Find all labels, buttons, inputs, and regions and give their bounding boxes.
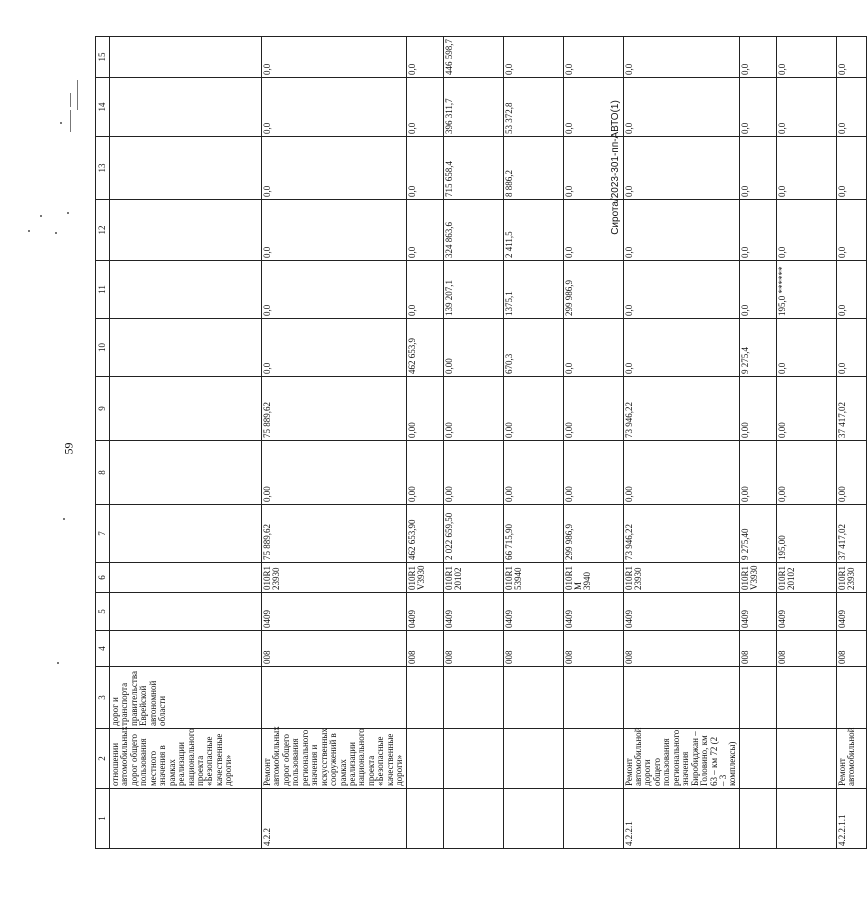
table-cell bbox=[563, 729, 623, 789]
header-cell: 15 bbox=[96, 37, 110, 78]
table-cell: 0,00 bbox=[739, 377, 776, 441]
table-cell: 0,00 bbox=[776, 377, 836, 441]
table-cell: 0,0 bbox=[563, 78, 623, 137]
table-cell bbox=[563, 789, 623, 849]
table-cell: 0,0 bbox=[563, 37, 623, 78]
table-cell: 0,00 bbox=[563, 441, 623, 505]
table-cell bbox=[836, 667, 866, 729]
table-cell: 0409 bbox=[443, 593, 503, 631]
table-row bbox=[443, 37, 503, 849]
table-cell: 0,0 bbox=[262, 261, 407, 319]
table-cell: отношении автомобильных дорог общего пользования местного значения в рамках реализации национального проекта «Безопасные качественные дороги» bbox=[110, 729, 262, 789]
table-cell: 0,0 bbox=[623, 200, 739, 261]
table-cell: 010R1 V3930 bbox=[406, 563, 443, 593]
table-cell: 670,3 bbox=[503, 319, 563, 377]
table-cell: 0,00 bbox=[262, 441, 407, 505]
header-cell: 13 bbox=[96, 137, 110, 200]
header-cell: 5 bbox=[96, 593, 110, 631]
table-cell bbox=[110, 261, 262, 319]
table-cell: 0,00 bbox=[406, 377, 443, 441]
table-cell bbox=[110, 377, 262, 441]
table-cell: 0409 bbox=[503, 593, 563, 631]
table-cell: 0,0 bbox=[406, 37, 443, 78]
table-cell bbox=[110, 137, 262, 200]
table-cell bbox=[110, 789, 262, 849]
table-cell: 008 bbox=[836, 631, 866, 667]
table-cell: 4.2.2.1 bbox=[623, 789, 739, 849]
table-cell: 9 275,40 bbox=[739, 505, 776, 563]
table-cell: 462 653,9 bbox=[406, 319, 443, 377]
table-cell: 0,0 bbox=[739, 137, 776, 200]
table-cell: 010R1 M 3940 bbox=[563, 563, 623, 593]
table-cell: 0,00 bbox=[623, 441, 739, 505]
table-cell: 0,00 bbox=[443, 319, 503, 377]
header-cell: 1 bbox=[96, 789, 110, 849]
table-cell: 4.2.2 bbox=[262, 789, 407, 849]
table-cell: 008 bbox=[406, 631, 443, 667]
table-cell: 010R1 V3930 bbox=[739, 563, 776, 593]
header-cell: 10 bbox=[96, 319, 110, 377]
table-cell: 0409 bbox=[739, 593, 776, 631]
table-cell: 008 bbox=[563, 631, 623, 667]
table-cell: 0409 bbox=[836, 593, 866, 631]
table-cell: 75 889,62 bbox=[262, 377, 407, 441]
table-cell: 299 986,9 bbox=[563, 261, 623, 319]
table-row bbox=[563, 37, 623, 849]
table-cell: 010R1 53940 bbox=[503, 563, 563, 593]
table-cell: 0,0 bbox=[262, 37, 407, 78]
table-cell bbox=[443, 729, 503, 789]
table-cell: 324 863,6 bbox=[443, 200, 503, 261]
table-cell: 0,00 bbox=[443, 377, 503, 441]
table-cell: 0,0 bbox=[623, 319, 739, 377]
table-cell: 0,0 bbox=[776, 37, 836, 78]
header-cell: 9 bbox=[96, 377, 110, 441]
table-cell: 73 946,22 bbox=[623, 505, 739, 563]
table-cell: дорог и транспорта правительства Еврейской автономной области bbox=[110, 667, 262, 729]
table-body bbox=[96, 37, 867, 849]
table-cell: 139 207,1 bbox=[443, 261, 503, 319]
table-cell: 010R1 23930 bbox=[262, 563, 407, 593]
table-cell: 0,0 bbox=[739, 200, 776, 261]
header-cell: 6 bbox=[96, 563, 110, 593]
table-cell: 0,00 bbox=[443, 441, 503, 505]
table-cell bbox=[110, 593, 262, 631]
table-cell: 0,0 bbox=[563, 137, 623, 200]
table-cell: 75 889,62 bbox=[262, 505, 407, 563]
table-cell: 010R1 23930 bbox=[836, 563, 866, 593]
header-row bbox=[96, 37, 110, 849]
header-cell: 3 bbox=[96, 667, 110, 729]
header-cell: 7 bbox=[96, 505, 110, 563]
table-cell bbox=[503, 729, 563, 789]
table-cell bbox=[776, 667, 836, 729]
table-row bbox=[739, 37, 776, 849]
table-cell: 446 598,7 bbox=[443, 37, 503, 78]
table-row bbox=[262, 37, 407, 849]
table-cell: 0,0 bbox=[776, 319, 836, 377]
table-cell bbox=[406, 667, 443, 729]
table-cell: 0,0 bbox=[739, 261, 776, 319]
header-cell: 8 bbox=[96, 441, 110, 505]
table-cell: 0,0 bbox=[262, 137, 407, 200]
table-cell bbox=[110, 37, 262, 78]
table-cell: 0,0 bbox=[739, 37, 776, 78]
table-cell: 0,0 bbox=[623, 261, 739, 319]
table-cell: 0409 bbox=[406, 593, 443, 631]
header-cell: 14 bbox=[96, 78, 110, 137]
table-cell: 0,0 bbox=[776, 137, 836, 200]
table-cell: 0,0 bbox=[739, 78, 776, 137]
table-row bbox=[406, 37, 443, 849]
table-cell: 0,0 bbox=[836, 261, 866, 319]
table-cell: 73 946,22 bbox=[623, 377, 739, 441]
table-cell: 0,00 bbox=[563, 377, 623, 441]
table-cell bbox=[503, 789, 563, 849]
table-cell bbox=[110, 319, 262, 377]
table-cell bbox=[776, 729, 836, 789]
table-row bbox=[836, 37, 866, 849]
table-cell bbox=[443, 789, 503, 849]
table-cell: 0,0 bbox=[836, 78, 866, 137]
table-cell: 008 bbox=[623, 631, 739, 667]
table-cell: 0,0 bbox=[836, 137, 866, 200]
table-cell bbox=[739, 667, 776, 729]
table-cell: 0,0 bbox=[406, 261, 443, 319]
table-cell: 715 658,4 bbox=[443, 137, 503, 200]
document-code: Сирота/2023-301-пп-АВТО(1) bbox=[609, 100, 621, 235]
table-cell: 0,0 bbox=[836, 37, 866, 78]
table-cell bbox=[110, 631, 262, 667]
table-row bbox=[503, 37, 563, 849]
table-cell: 0,00 bbox=[739, 441, 776, 505]
table-cell: 010R1 20102 bbox=[776, 563, 836, 593]
table-cell: 0409 bbox=[563, 593, 623, 631]
table-cell: 0,00 bbox=[406, 441, 443, 505]
table-cell: 010R1 20102 bbox=[443, 563, 503, 593]
table-cell: 0,0 bbox=[623, 78, 739, 137]
header-cell: 4 bbox=[96, 631, 110, 667]
table-cell bbox=[406, 789, 443, 849]
table-cell: 2 411,5 bbox=[503, 200, 563, 261]
table-cell bbox=[110, 563, 262, 593]
table-cell: 0,0 bbox=[262, 78, 407, 137]
table-cell bbox=[110, 78, 262, 137]
table-cell: 0,0 bbox=[262, 319, 407, 377]
header-cell: 2 bbox=[96, 729, 110, 789]
table-cell: 008 bbox=[443, 631, 503, 667]
budget-table bbox=[95, 36, 867, 849]
table-cell: 0,0 bbox=[406, 137, 443, 200]
table-cell: 0,0 bbox=[406, 200, 443, 261]
table-cell bbox=[739, 729, 776, 789]
table-cell bbox=[563, 667, 623, 729]
table-cell: 66 715,90 bbox=[503, 505, 563, 563]
header-cell: 12 bbox=[96, 200, 110, 261]
table-cell: 0,0 bbox=[836, 200, 866, 261]
table-cell: 2 022 659,50 bbox=[443, 505, 503, 563]
table-cell: Ремонт автомобильной дороги общего пользования регионального значения Биробиджан – Головино, км 63 – км 72 (2 – 3 комплексы) bbox=[623, 729, 739, 789]
table-cell: 1375,1 bbox=[503, 261, 563, 319]
table-cell: 53 372,8 bbox=[503, 78, 563, 137]
table-cell: 0,00 bbox=[503, 441, 563, 505]
table-cell: 0,0 bbox=[563, 319, 623, 377]
table-cell: 299 986,9 bbox=[563, 505, 623, 563]
table-cell bbox=[406, 729, 443, 789]
table-cell: 008 bbox=[262, 631, 407, 667]
table-cell: 0,0 bbox=[503, 37, 563, 78]
table-cell bbox=[739, 789, 776, 849]
table-cell: 0,0 bbox=[623, 137, 739, 200]
table-cell: 0,00 bbox=[503, 377, 563, 441]
table-cell: 0409 bbox=[262, 593, 407, 631]
table-cell bbox=[623, 667, 739, 729]
table-cell bbox=[110, 505, 262, 563]
table-cell bbox=[110, 200, 262, 261]
table-cell: Ремонт автомобильной bbox=[836, 729, 866, 789]
table-cell: 4.2.2.1.1 bbox=[836, 789, 866, 849]
table-cell: 396 311,7 bbox=[443, 78, 503, 137]
table-row bbox=[776, 37, 836, 849]
table-cell: 0,0 bbox=[836, 319, 866, 377]
table-cell: 010R1 23930 bbox=[623, 563, 739, 593]
table-row bbox=[623, 37, 739, 849]
table-cell: 195,00 bbox=[776, 505, 836, 563]
page-number: 59 bbox=[61, 442, 76, 455]
table-cell: 008 bbox=[503, 631, 563, 667]
table-cell bbox=[110, 441, 262, 505]
table-cell: 37 417,02 bbox=[836, 377, 866, 441]
table-cell: 0,0 bbox=[563, 200, 623, 261]
table-cell: 462 653,90 bbox=[406, 505, 443, 563]
table-row bbox=[110, 37, 262, 849]
table-cell: 37 417,02 bbox=[836, 505, 866, 563]
table-cell: 0,0 bbox=[262, 200, 407, 261]
table-cell bbox=[262, 667, 407, 729]
table-cell: 0409 bbox=[623, 593, 739, 631]
table-cell: 0,0 bbox=[623, 37, 739, 78]
table-cell: 195,0 ****** bbox=[776, 261, 836, 319]
table-cell: Ремонт автомобильных дорог общего пользования регионального значения и искусственных сооружений в рамках реализации национального проекта «Безопасные качественные дороги» bbox=[262, 729, 407, 789]
table-cell: 0409 bbox=[776, 593, 836, 631]
table-cell bbox=[443, 667, 503, 729]
table-cell: 9 275,4 bbox=[739, 319, 776, 377]
table-cell: 008 bbox=[776, 631, 836, 667]
table-cell: 8 886,2 bbox=[503, 137, 563, 200]
table-cell: 0,00 bbox=[776, 441, 836, 505]
table-cell: 0,0 bbox=[776, 200, 836, 261]
table-cell: 0,00 bbox=[836, 441, 866, 505]
header-cell: 11 bbox=[96, 261, 110, 319]
table-cell: 0,0 bbox=[406, 78, 443, 137]
table-cell: 008 bbox=[739, 631, 776, 667]
table-cell: 0,0 bbox=[776, 78, 836, 137]
table-cell bbox=[776, 789, 836, 849]
table-cell bbox=[503, 667, 563, 729]
